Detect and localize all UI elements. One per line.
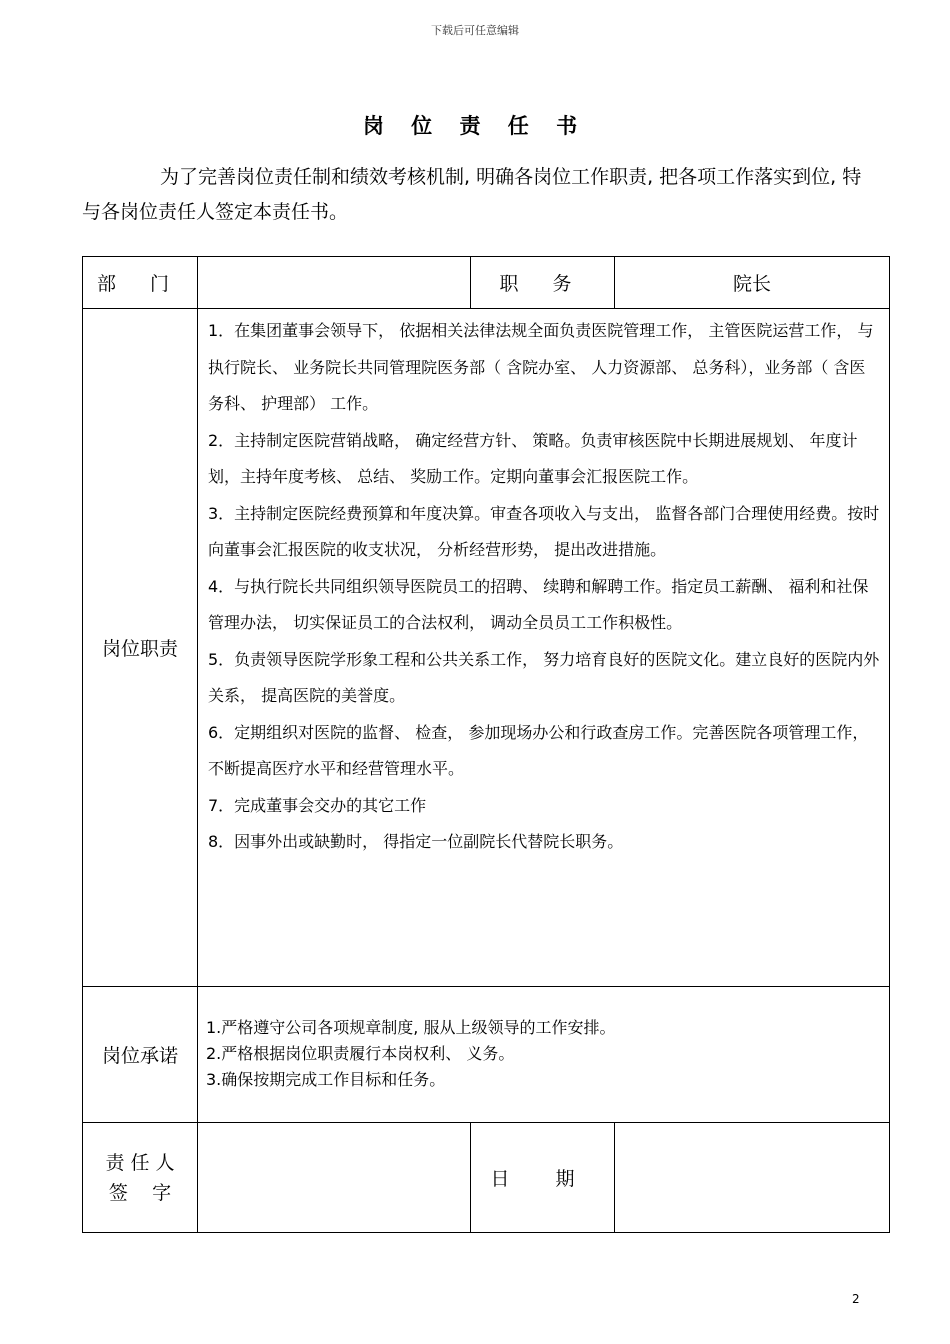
- position-label: 职 务: [471, 257, 615, 309]
- promise-item: 2.严格根据岗位职责履行本岗权利、 义务。: [206, 1044, 515, 1063]
- page-number: 2: [852, 1292, 860, 1306]
- dept-label: 部 门: [83, 257, 198, 309]
- duty-item: 2．主持制定医院营销战略， 确定经营方针、 策略。负责审核医院中长期进展规划、 年度计划，主持年度考核、 总结、 奖励工作。定期向董事会汇报医院工作。: [208, 430, 858, 486]
- dept-row: [83, 257, 890, 309]
- intro-paragraph: 为了完善岗位责任制和绩效考核机制, 明确各岗位工作职责, 把各项工作落实到位, 特与各岗位责任人签定本责任书。: [82, 166, 862, 223]
- signer-label-line1: 责 任 人: [105, 1151, 175, 1174]
- date-label: 日 期: [471, 1123, 615, 1233]
- date-value[interactable]: [615, 1123, 890, 1233]
- responsibility-table: [82, 256, 890, 1233]
- duty-item: 4．与执行院长共同组织领导医院员工的招聘、 续聘和解聘工作。指定员工薪酬、 福利和社保管理办法， 切实保证员工的合法权利， 调动全员员工工作积极性。: [208, 576, 869, 632]
- duties-content: [198, 309, 890, 987]
- duty-item: 6．定期组织对医院的监督、 检查， 参加现场办公和行政查房工作。完善医院各项管理工作， 不断提高医疗水平和经营管理水平。: [208, 722, 869, 778]
- duties-label: 岗位职责: [83, 309, 198, 987]
- duty-item: 1．在集团董事会领导下， 依据相关法律法规全面负责医院管理工作， 主管医院运营工作， 与执行院长、 业务院长共同管理院医务部（ 含院办室、 人力资源部、 总务科），业务部（ 含医务科、 护理部） 工作。: [208, 321, 874, 413]
- duty-item: 7．完成董事会交办的其它工作: [208, 795, 427, 815]
- header-note: 下载后可任意编辑: [431, 24, 519, 37]
- signer-label-line2: 签 字: [108, 1181, 172, 1204]
- duties-row: [83, 309, 890, 987]
- position-value: 院长: [615, 257, 890, 309]
- duty-item: 8．因事外出或缺勤时， 得指定一位副院长代替院长职务。: [208, 832, 624, 851]
- promise-label: 岗位承诺: [83, 987, 198, 1123]
- promise-row: [83, 987, 890, 1123]
- promise-item: 3.确保按期完成工作目标和任务。: [206, 1070, 446, 1089]
- promise-content: [198, 987, 890, 1123]
- document-title: 岗 位 责 任 书: [362, 114, 588, 138]
- duty-item: 5．负责领导医院学形象工程和公共关系工作， 努力培育良好的医院文化。建立良好的医院内外关系， 提高医院的美誉度。: [208, 649, 880, 705]
- signer-label: [83, 1123, 198, 1233]
- duty-item: 3．主持制定医院经费预算和年度决算。审查各项收入与支出， 监督各部门合理使用经费。按时向董事会汇报医院的收支状况， 分析经营形势， 提出改进措施。: [208, 503, 880, 559]
- dept-value: [198, 257, 471, 309]
- signer-value[interactable]: [198, 1123, 471, 1233]
- signature-row: [83, 1123, 890, 1233]
- promise-item: 1.严格遵守公司各项规章制度, 服从上级领导的工作安排。: [206, 1018, 616, 1037]
